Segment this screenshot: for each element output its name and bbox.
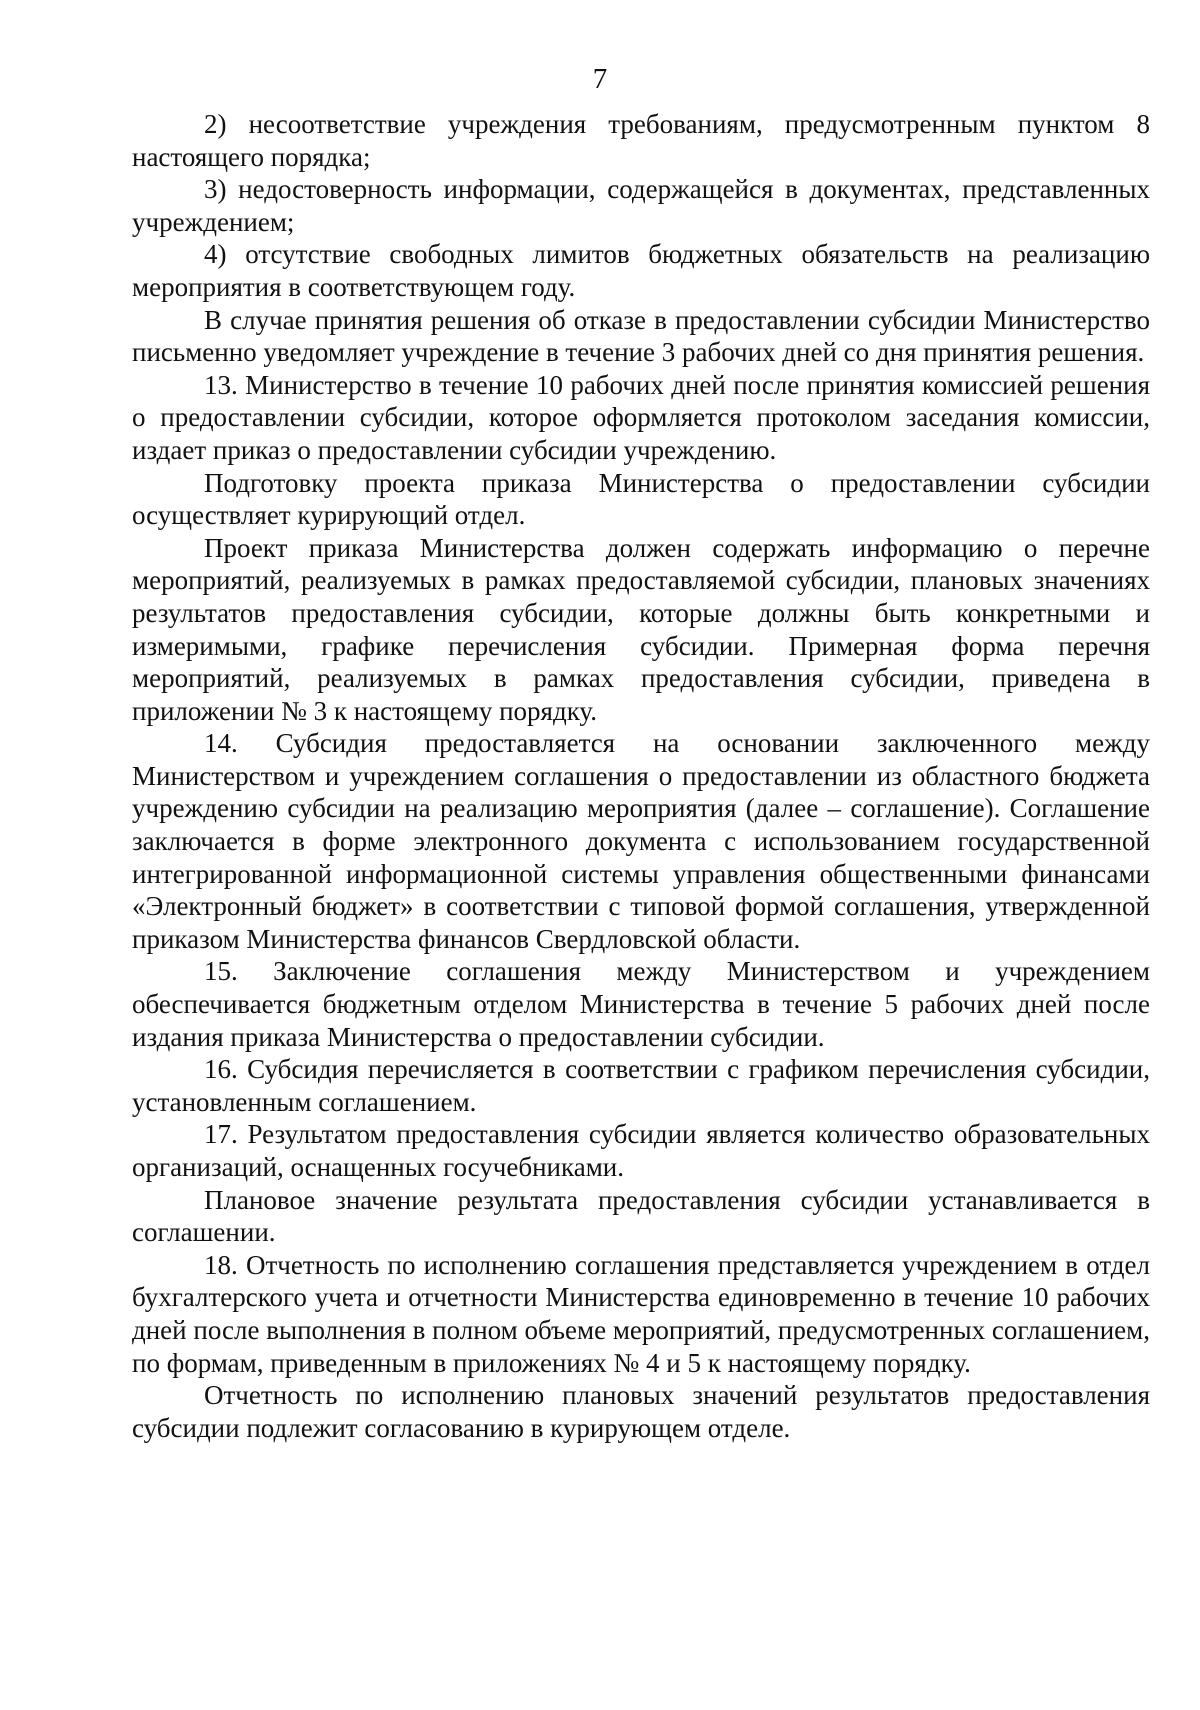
paragraph-reason-3: 3) недостоверность информации, содержащейся в документах, представленных учреждением; <box>132 174 1150 237</box>
paragraph-reason-2: 2) несоответствие учреждения требованиям, предусмотренным пунктом 8 настоящего порядка; <box>132 109 1150 172</box>
document-body <box>132 108 1150 1444</box>
page-number: 7 <box>592 63 608 95</box>
paragraph-reporting-approval: Отчетность по исполнению плановых значений результатов предоставления субсидии подлежит согласованию в курирующем отделе. <box>132 1380 1150 1443</box>
paragraph-order-content: Проект приказа Министерства должен содержать информацию о перечне мероприятий, реализуемых в рамках предоставляемой субсидии, плановых значениях результатов предоставления субсидии, которые должны быть конкретными и измеримыми, графике перечисления субсидии. Примерная форма перечня мероприятий, реализуемых в рамках предоставления субсидии, приведена в приложении № 3 к настоящему порядку. <box>132 532 1150 726</box>
paragraph-order-preparation: Подготовку проекта приказа Министерства о предоставлении субсидии осуществляет курирующий отдел. <box>132 467 1150 531</box>
paragraph-clause-16: 16. Субсидия перечисляется в соответствии с графиком перечисления субсидии, установленным соглашением. <box>132 1054 1150 1117</box>
paragraph-clause-13: 13. Министерство в течение 10 рабочих дней после принятия комиссией решения о предоставлении субсидии, которое оформляется протоколом заседания комиссии, издает приказ о предоставлении субсидии учреждению. <box>132 369 1150 465</box>
paragraph-clause-17: 17. Результатом предоставления субсидии является количество образовательных организаций, оснащенных госучебниками. <box>132 1119 1150 1182</box>
paragraph-clause-14: 14. Субсидия предоставляется на основании заключенного между Министерством и учреждением соглашения о предоставлении из областного бюджета учреждению субсидии на реализацию мероприятия (далее – соглашение). Соглашение заключается в форме электронного документа с использованием государственной интегрированной информационной системы управления общественными финансами «Электронный бюджет» в соответствии с типовой формой соглашения, утвержденной приказом Министерства финансов Свердловской области. <box>132 728 1150 954</box>
paragraph-clause-15: 15. Заключение соглашения между Министерством и учреждением обеспечивается бюджетным отделом Министерства в течение 5 рабочих дней после издания приказа Министерства о предоставлении субсидии. <box>132 956 1150 1052</box>
paragraph-clause-18: 18. Отчетность по исполнению соглашения представляется учреждением в отдел бухгалтерского учета и отчетности Министерства единовременно в течение 10 рабочих дней после выполнения в полном объеме мероприятий, предусмотренных соглашением, по формам, приведенным в приложениях № 4 и 5 к настоящему порядку. <box>132 1249 1150 1378</box>
paragraph-refusal-notice: В случае принятия решения об отказе в предоставлении субсидии Министерство письменно уведомляет учреждение в течение 3 рабочих дней со дня принятия решения. <box>132 304 1150 368</box>
paragraph-reason-4: 4) отсутствие свободных лимитов бюджетных обязательств на реализацию мероприятия в соответствующем году. <box>132 239 1150 302</box>
paragraph-planned-value: Плановое значение результата предоставления субсидии устанавливается в соглашении. <box>132 1184 1150 1248</box>
